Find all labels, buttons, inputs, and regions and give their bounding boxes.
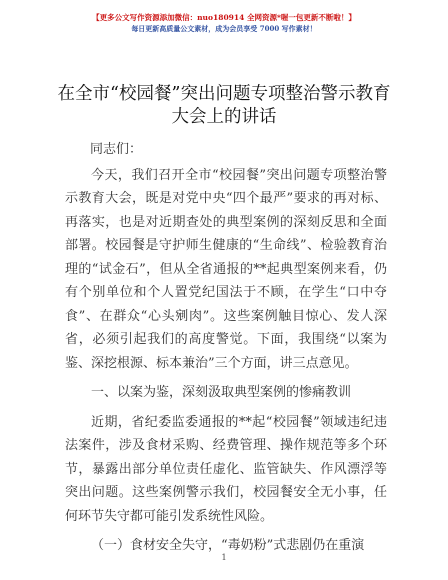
section-heading-1: 一、以案为鉴，深刻汲取典型案例的惨痛教训 <box>91 385 352 400</box>
promo-banner <box>0 12 448 34</box>
promo-banner-line1: 【更多公文写作资源添加微信：nuo180914 全网资源*喔一包更新不断啦！】 <box>92 13 356 22</box>
page-number: 1 <box>221 553 227 562</box>
document-title <box>0 83 448 129</box>
promo-banner-line2: 每日更新高质量公文素材，成为会员享受 7000 写作素材！ <box>131 24 317 33</box>
greeting: 同志们： <box>90 142 143 157</box>
section-paragraph-1: 近期，省纪委监委通报的**起“校园餐”领域违纪违法案件，涉及食材采购、经费管理、操作规范等多个环节，暴露出部分单位责任虚化、监管缺失、作风漂浮等突出问题。这些案例警示我们，校园餐安全无小事，任何环节失守都可能引发系统性风险。 <box>65 414 387 524</box>
subsection-heading-1: （一）食材安全失守，“毒奶粉”式悲剧仍在重演 <box>91 538 365 553</box>
document-body <box>65 138 387 564</box>
intro-paragraph: 今天，我们召开全市“校园餐”突出问题专项整治警示教育大会，既是对党中央“四个最严”要求的再对标、再落实，也是对近期查处的典型案例的深刻反思和全面部署。校园餐是守护师生健康的“生命线”、检验教育治理的“试金石”，但从全省通报的**起典型案例来看，仍有个别单位和个人置党纪国法于不顾，在学生“口中夺食”、在群众“心头剜肉”。这些案例触目惊心、发人深省，必须引起我们的高度警觉。下面，我围绕“以案为鉴、深挖根源、标本兼治”三个方面，讲三点意见。 <box>65 167 387 371</box>
document-title-line2: 大会上的讲话 <box>171 107 277 127</box>
document-title-line1: 在全市“校园餐”突出问题专项整治警示教育 <box>57 84 391 104</box>
